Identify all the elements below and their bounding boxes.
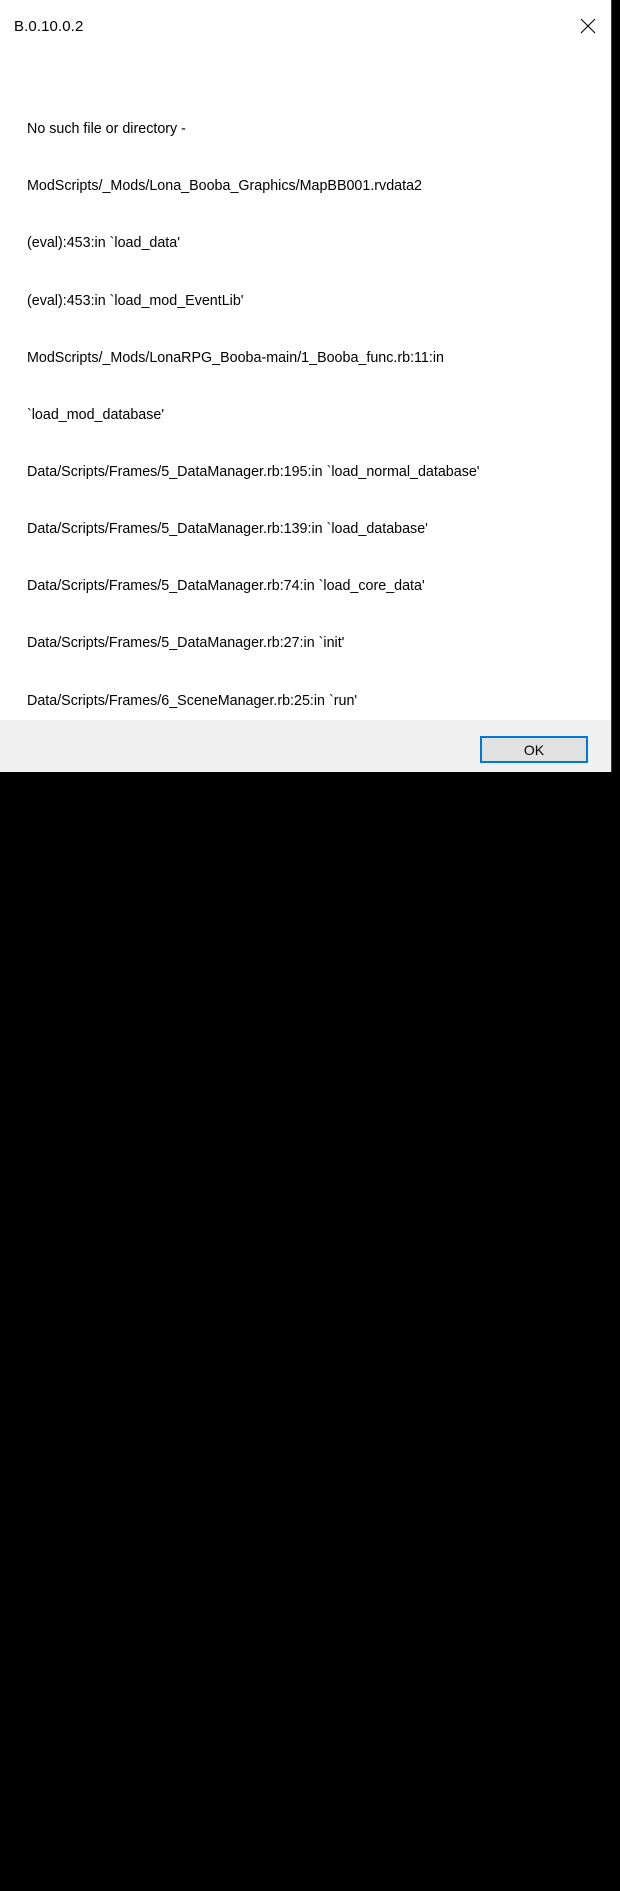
ok-button-label: OK (523, 741, 545, 758)
message-line: ModScripts/_Mods/LonaRPG_Booba-main/1_Booba_func.rb:11:in (27, 349, 444, 366)
message-line: :1:in `block in rgss_main' (27, 978, 184, 995)
message-line: No such file or directory - (27, 121, 186, 138)
message-line: Data/Scripts/Frames/5_DataManager.rb:27:in `init' (27, 635, 345, 652)
message-line: Data/Scripts/Frames/Starter/Main.rb:8:in `load_script' (27, 1149, 364, 1166)
message-line: Data/Scripts/Frames/5_DataManager.rb:195:in `load_normal_database' (27, 463, 480, 480)
message-line: (eval):46:in `block in load_from_list' (27, 1321, 251, 1338)
message-line: (eval):87:in `load_starter' (27, 1492, 185, 1509)
message-line: :1:in `rgss_main' (27, 1092, 132, 1109)
message-line: (eval):43:in `load_from_list' (27, 1435, 199, 1452)
message-line: Data/Scripts/Frames/5_DataManager.rb:139:in `load_database' (27, 521, 428, 538)
error-message (27, 82, 597, 1891)
title-bar[interactable] (0, 0, 611, 56)
message-line: {0000}:19:in `eval' (27, 1606, 142, 1623)
message-line: ModScripts/_Mods/Lona_Booba_Graphics/MapBB001.rvdata2 (27, 178, 422, 195)
message-line: {0000}:19:in `block in <main>' (27, 1663, 215, 1680)
message-line: Data/Scripts/Frames/6_SceneManager.rb:25:in `run' (27, 692, 358, 709)
message-line: Data/Scripts/Frames/RVscript/460_KHAS_LightLib.rb:2069:in `run' (27, 806, 448, 823)
message-line: (eval):453:in `load_mod_EventLib' (27, 292, 244, 309)
message-line: :1:in `loop' (27, 1035, 93, 1052)
message-line: (eval):453:in `load_data' (27, 235, 180, 252)
message-line: `load_mod_database' (27, 406, 165, 423)
message-line: (eval):29:in `block in <main>' (27, 1549, 210, 1566)
message-line: Data/Scripts/Frames/5_DataManager.rb:74:in `load_core_data' (27, 578, 425, 595)
close-button[interactable] (565, 0, 611, 52)
message-line: (eval):43:in `each' (27, 1378, 141, 1395)
message-line: ModScripts/2_LonaBitmapChanger.rb:849:in `run' (27, 863, 341, 880)
message-line: {0000}:15:in `each' (27, 1721, 146, 1738)
message-line: ruby:in `eval' (27, 1835, 108, 1852)
ok-button[interactable] (480, 736, 588, 763)
message-line: (eval):70:in `load_script' (27, 1263, 179, 1280)
message-line: Data/Scripts/Frames/Starter/Main.rb:9:in `block in load_script' (27, 921, 416, 938)
window-title: B.0.10.0.2 (14, 18, 84, 35)
button-bar (0, 720, 611, 772)
message-line: (eval):70:in `eval' (27, 1206, 136, 1223)
close-icon (580, 18, 596, 34)
message-line: {0000}:15:in `<main>' (27, 1778, 163, 1795)
